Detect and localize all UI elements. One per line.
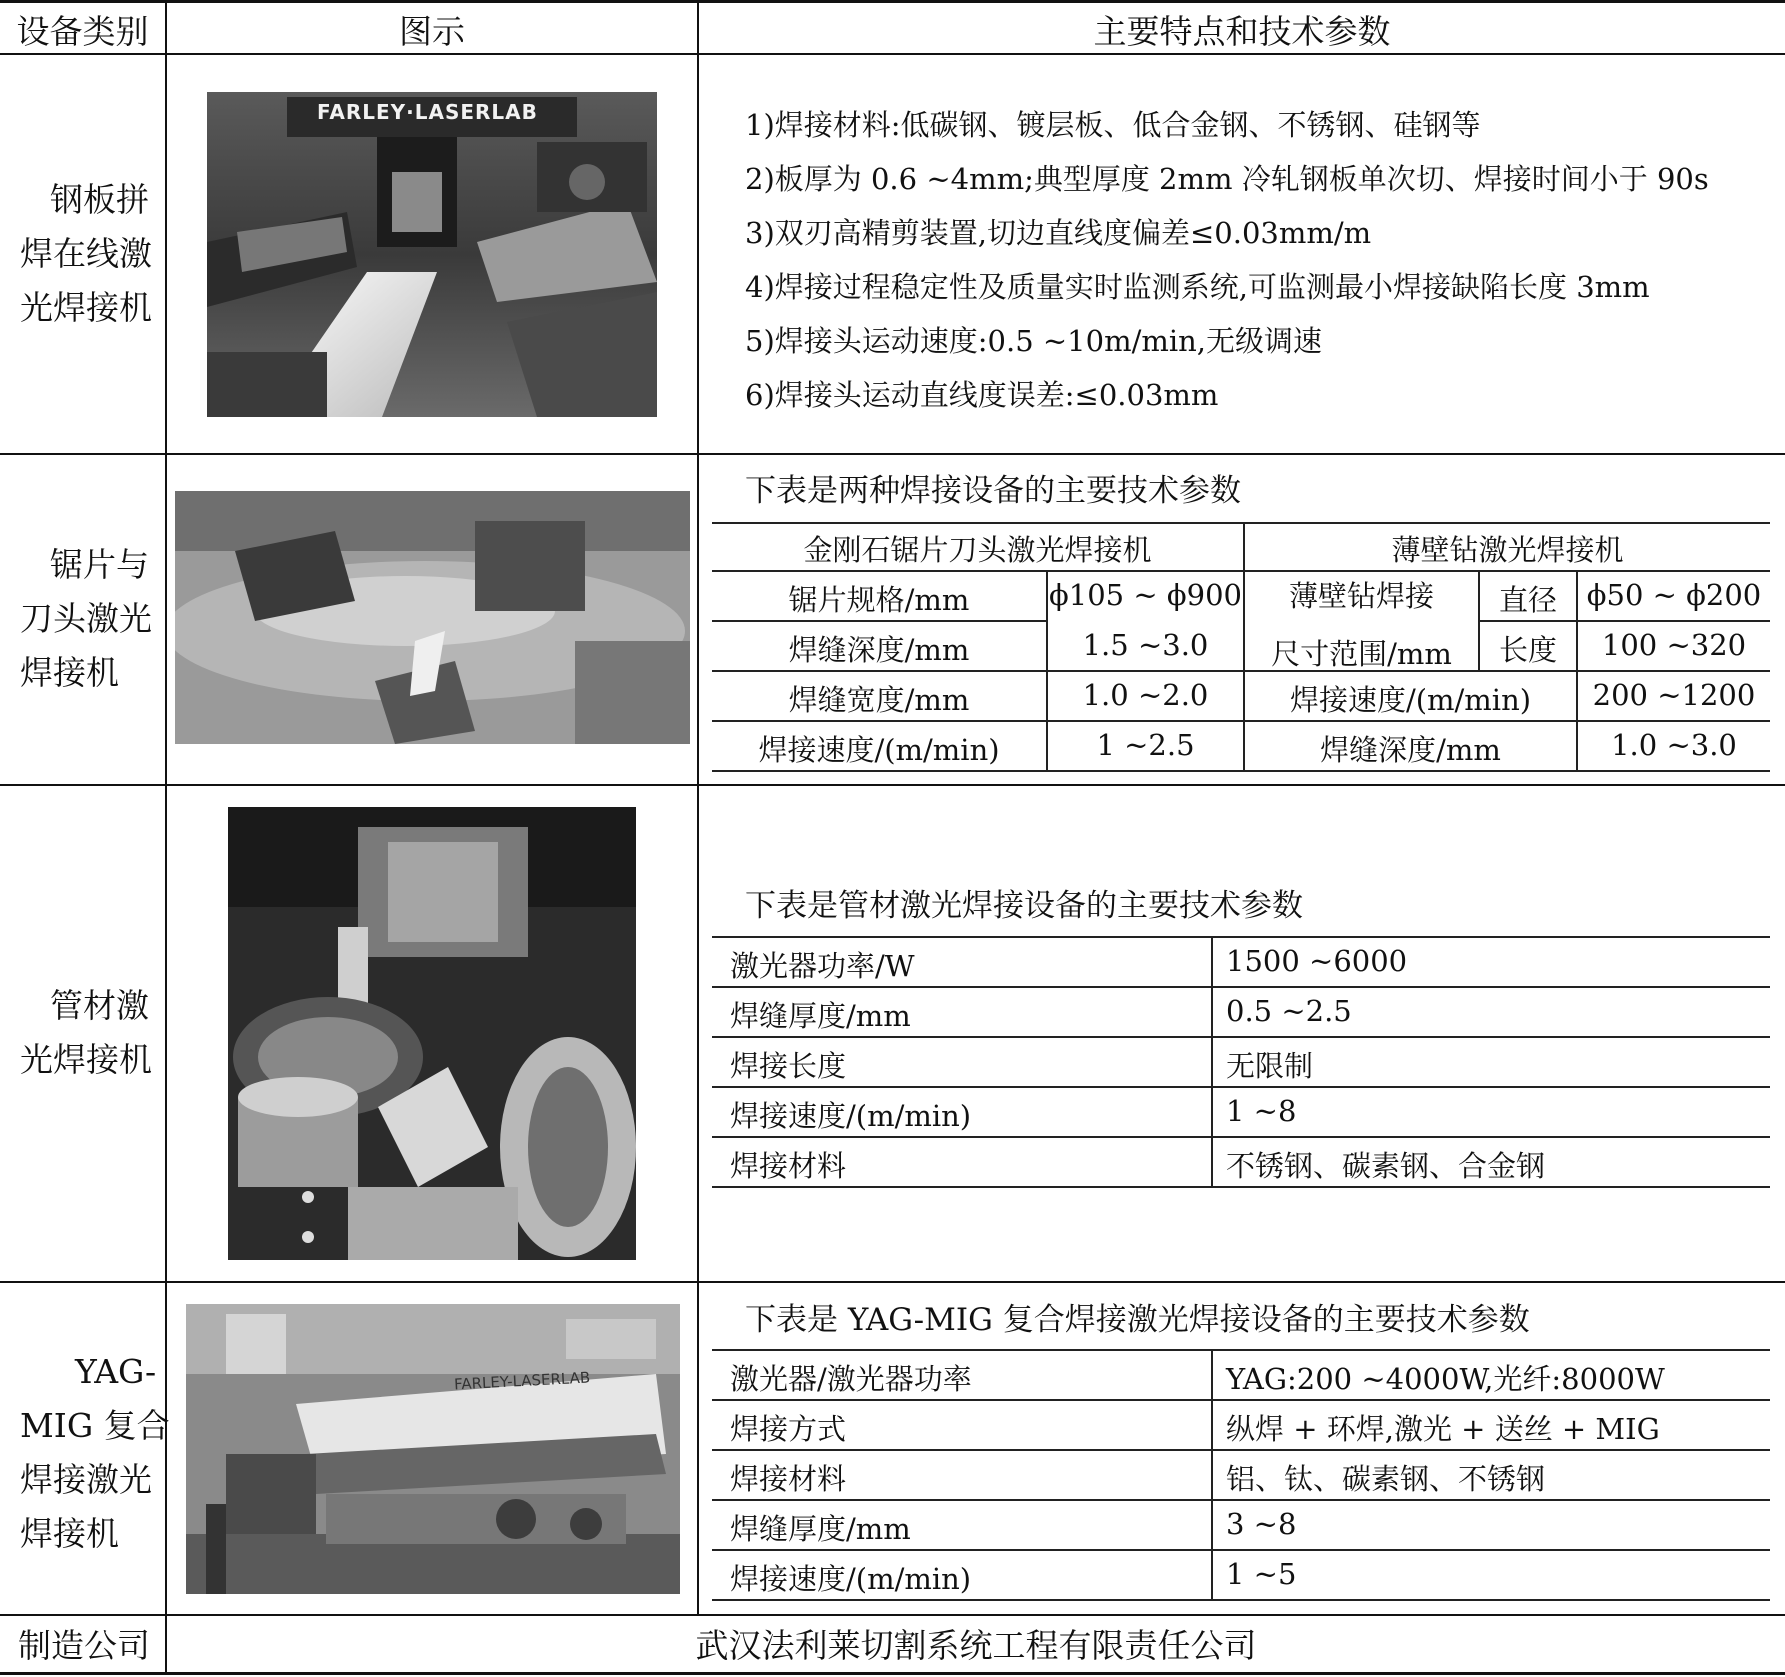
row2-caption: 下表是两种焊接设备的主要技术参数 — [745, 473, 1241, 509]
header-category: 设备类别 — [16, 12, 149, 51]
table-cell: 100 ~320 — [1601, 628, 1747, 662]
row3-tbl-rule — [712, 1036, 1770, 1038]
photo-logo: FARLEY·LASERLAB — [317, 100, 538, 124]
table-cell: 焊接速度/(m/min) — [758, 733, 1000, 767]
footer-label: 制造公司 — [18, 1626, 150, 1665]
rule-col2 — [697, 0, 699, 1614]
table-cell: 直径 — [1498, 583, 1557, 617]
row2-tbl-rule — [712, 522, 1770, 524]
row3-tbl-vrule — [1211, 936, 1213, 1186]
row3-category — [20, 979, 152, 1087]
rule-row2 — [0, 784, 1785, 786]
row2-category-line: 刀头激光 — [20, 599, 152, 638]
row4-category-line: 焊接机 — [20, 1514, 119, 1553]
row2-category-line: 锯片与 — [50, 545, 149, 584]
feature-item: 5)焊接头运动速度:0.5 ~10m/min,无级调速 — [745, 324, 1323, 358]
row4-category-line: MIG 复合 — [20, 1406, 170, 1445]
table-cell: ϕ50 ~ ϕ200 — [1586, 578, 1762, 612]
row4-category — [20, 1345, 170, 1561]
row4-tbl-rule — [712, 1599, 1770, 1601]
row2-category — [20, 538, 152, 700]
table-cell: 3 ~8 — [1226, 1507, 1297, 1541]
footer-company: 武汉法利莱切割系统工程有限责任公司 — [695, 1626, 1257, 1665]
table-cell: 焊缝深度/mm — [788, 633, 970, 667]
row2-tbl-rule — [1479, 620, 1770, 622]
row3-tbl-rule — [712, 1136, 1770, 1138]
photo-logo: FARLEY-LASERLAB — [453, 1368, 591, 1394]
rule-row3 — [0, 1281, 1785, 1283]
row2-tbl-rule — [712, 770, 1770, 772]
table-head-drill: 薄壁钻激光焊接机 — [1391, 533, 1624, 567]
row3-tbl-rule — [712, 1086, 1770, 1088]
table-cell: 1500 ~6000 — [1226, 944, 1408, 978]
table-cell: 焊缝宽度/mm — [788, 683, 970, 717]
row1-category-line: 钢板拼 — [50, 180, 149, 219]
laser-welder-photo — [207, 92, 657, 417]
feature-item: 4)焊接过程稳定性及质量实时监测系统,可监测最小焊接缺陷长度 3mm — [745, 270, 1650, 304]
row1-category — [20, 173, 152, 335]
table-cell: 焊缝厚度/mm — [730, 999, 911, 1033]
table-cell: 不锈钢、碳素钢、合金钢 — [1226, 1149, 1546, 1183]
table-cell: 200 ~1200 — [1592, 678, 1756, 712]
header-features: 主要特点和技术参数 — [1093, 12, 1391, 51]
row2-tbl-rule — [712, 670, 1770, 672]
table-cell: 焊缝厚度/mm — [730, 1512, 911, 1546]
row2-tbl-rule — [712, 620, 1047, 622]
table-cell: 0.5 ~2.5 — [1226, 994, 1352, 1028]
table-cell: 1 ~5 — [1226, 1557, 1297, 1591]
table-cell: 激光器/激光器功率 — [730, 1362, 972, 1396]
row4-tbl-rule — [712, 1349, 1770, 1351]
table-cell: ϕ105 ~ ϕ900 — [1049, 578, 1242, 612]
yag-mig-welder-photo — [186, 1304, 680, 1594]
table-cell: 锯片规格/mm — [788, 583, 970, 617]
table-cell: 焊接材料 — [730, 1149, 847, 1183]
row4-category-line: YAG- — [75, 1352, 157, 1391]
table-cell: 薄壁钻焊接 — [1288, 579, 1434, 613]
table-cell: 焊接速度/(m/min) — [1289, 683, 1532, 717]
table-cell: 焊接速度/(m/min) — [730, 1099, 972, 1133]
row4-tbl-vrule — [1211, 1349, 1213, 1599]
row1-category-line: 光焊接机 — [20, 288, 152, 327]
row2-tbl-rule — [712, 570, 1770, 572]
row4-category-line: 焊接激光 — [20, 1460, 152, 1499]
table-cell: 无限制 — [1226, 1049, 1314, 1083]
saw-blade-welder-photo — [175, 491, 690, 744]
table-cell: 焊接材料 — [730, 1462, 847, 1496]
row3-tbl-rule — [712, 1186, 1770, 1188]
table-cell: 长度 — [1498, 633, 1557, 667]
row4-tbl-rule — [712, 1549, 1770, 1551]
row3-caption: 下表是管材激光焊接设备的主要技术参数 — [745, 888, 1303, 924]
feature-item: 3)双刃高精剪装置,切边直线度偏差≤0.03mm/m — [745, 216, 1372, 250]
feature-item: 1)焊接材料:低碳钢、镀层板、低合金钢、不锈钢、硅钢等 — [745, 108, 1481, 142]
row1-category-line: 焊在线激 — [20, 234, 152, 273]
rule-top — [0, 0, 1785, 3]
row3-category-line: 管材激 — [50, 986, 149, 1025]
row4-caption: 下表是 YAG-MIG 复合焊接激光焊接设备的主要技术参数 — [745, 1302, 1530, 1338]
table-cell: 纵焊 + 环焊,激光 + 送丝 + MIG — [1226, 1412, 1660, 1446]
table-cell: 尺寸范围/mm — [1271, 637, 1452, 671]
table-head-diamond: 金刚石锯片刀头激光焊接机 — [803, 533, 1152, 567]
table-cell: 1 ~2.5 — [1096, 728, 1195, 762]
header-illustration: 图示 — [399, 12, 465, 51]
row2-tbl-rule — [712, 720, 1770, 722]
row4-tbl-rule — [712, 1499, 1770, 1501]
row2-category-line: 焊接机 — [20, 653, 119, 692]
features-list — [745, 98, 1709, 422]
table-cell: 激光器功率/W — [730, 949, 915, 983]
rule-bottom — [0, 1672, 1785, 1675]
row4-tbl-rule — [712, 1399, 1770, 1401]
table-cell: 1.0 ~2.0 — [1082, 678, 1209, 712]
table-cell: 焊接方式 — [730, 1412, 847, 1446]
table-cell: 1.5 ~3.0 — [1082, 628, 1209, 662]
table-cell: 铝、钛、碳素钢、不锈钢 — [1226, 1462, 1546, 1496]
rule-header — [0, 53, 1785, 55]
table-cell: 1.0 ~3.0 — [1611, 728, 1737, 762]
row3-tbl-rule — [712, 936, 1770, 938]
feature-item: 6)焊接头运动直线度误差:≤0.03mm — [745, 378, 1219, 412]
row3-category-line: 光焊接机 — [20, 1040, 152, 1079]
tube-welder-photo — [228, 807, 636, 1260]
rule-row4 — [0, 1614, 1785, 1616]
row4-tbl-rule — [712, 1449, 1770, 1451]
table-cell: 焊接长度 — [730, 1049, 847, 1083]
table-cell: 焊接速度/(m/min) — [730, 1562, 972, 1596]
row3-tbl-rule — [712, 986, 1770, 988]
table-cell: 焊缝深度/mm — [1320, 733, 1501, 767]
table-cell: 1 ~8 — [1226, 1094, 1297, 1128]
rule-row1 — [0, 453, 1785, 455]
table-cell: YAG:200 ~4000W,光纤:8000W — [1226, 1362, 1665, 1396]
feature-item: 2)板厚为 0.6 ~4mm;典型厚度 2mm 冷轧钢板单次切、焊接时间小于 90s — [745, 162, 1709, 196]
